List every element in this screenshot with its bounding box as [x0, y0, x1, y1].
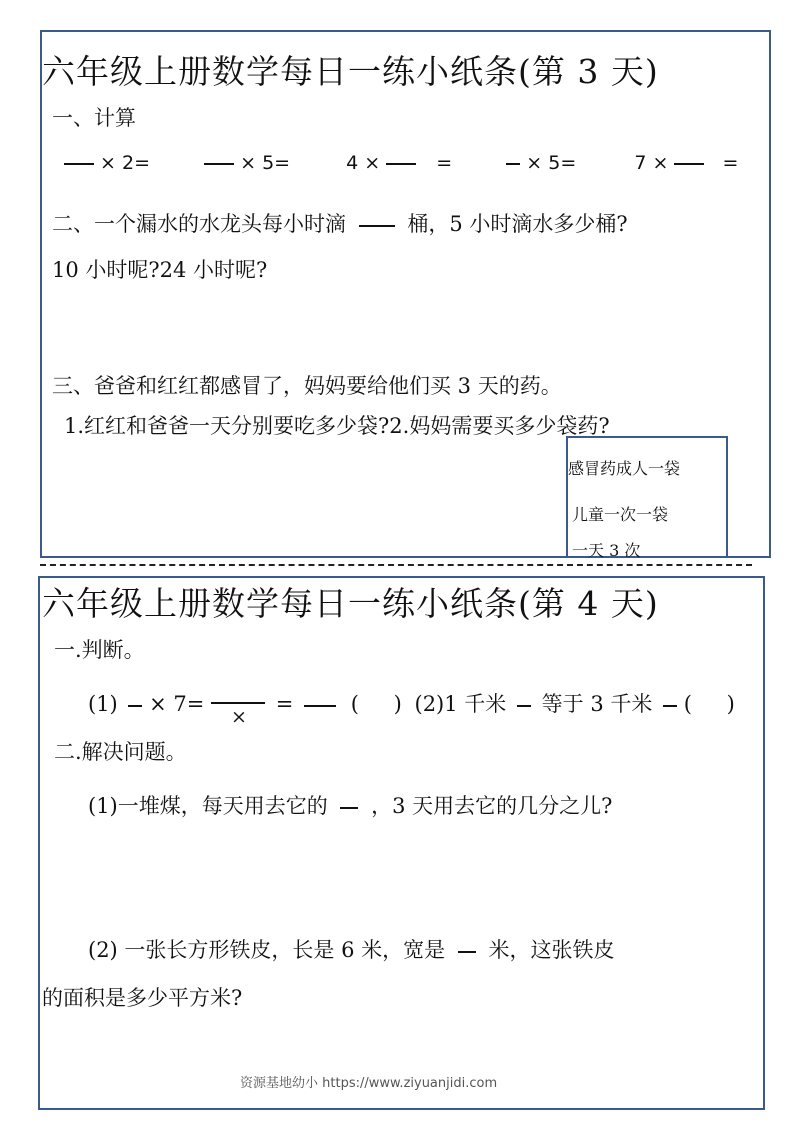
calc-item-6: 7 × — [634, 152, 669, 174]
medicine-line-1: 感冒药成人一袋 — [568, 459, 681, 478]
day3-s2-text-b: 桶，5 小时滴水多少桶? — [407, 212, 628, 236]
day4-card — [38, 576, 765, 1110]
fraction-bar — [674, 163, 704, 165]
problem1-text-a: (1)一堆煤，每天用去它的 — [88, 794, 328, 818]
day3-calc-row — [64, 152, 738, 174]
judge2-text-a: (2)1 千米 — [414, 692, 507, 716]
judge2-open-paren: ( — [683, 692, 692, 716]
problem2-text-b: 米，这张铁皮 — [488, 938, 615, 962]
day4-judge-row — [88, 688, 735, 728]
judge1-text: × 7= — [149, 692, 205, 716]
fraction-bar — [359, 225, 395, 227]
judge1-equals: = — [275, 692, 294, 716]
judge2-text-b: 等于 3 千米 — [541, 692, 653, 716]
fraction-bar — [128, 705, 142, 707]
judge1-number: (1) — [88, 692, 118, 716]
calc-item-3: 4 × — [346, 152, 381, 174]
fraction-bar — [506, 163, 520, 165]
day3-s2-text-a: 二、一个漏水的水龙头每小时滴 — [52, 212, 346, 236]
problem1-text-b: ，3 天用去它的几分之儿? — [371, 794, 613, 818]
judge1-open-paren: ( — [350, 692, 359, 716]
calc-item-7: = — [722, 152, 739, 174]
day4-section1-heading: 一.判断。 — [54, 638, 145, 662]
day4-section2-heading: 二.解决问题。 — [54, 740, 187, 764]
calc-item-2: × 5= — [240, 152, 291, 174]
fraction-bar — [663, 705, 677, 707]
day4-problem1 — [88, 790, 612, 820]
fraction-bar — [458, 951, 476, 953]
fraction-bar — [517, 705, 531, 707]
problem2-text-a: (2) 一张长方形铁皮，长是 6 米，宽是 — [88, 938, 446, 962]
day4-title: 六年级上册数学每日一练小纸条(第 4 天) — [42, 584, 659, 623]
cut-line — [40, 564, 752, 566]
judge1-fraction — [211, 696, 265, 728]
calc-item-1: × 2= — [100, 152, 151, 174]
day3-section3-line1: 三、爸爸和红红都感冒了，妈妈要给他们买 3 天的药。 — [52, 374, 562, 398]
day3-section3-line2: 1.红红和爸爸一天分别要吃多少袋?2.妈妈需要买多少袋药? — [64, 414, 610, 438]
fraction-bar — [386, 163, 416, 165]
day3-section1-heading: 一、计算 — [52, 106, 136, 130]
judge1-times: × — [231, 705, 247, 728]
fraction-bar — [340, 807, 358, 809]
fraction-bar — [211, 702, 265, 704]
medicine-line-2: 儿童一次一袋 — [572, 505, 669, 524]
day4-problem2-line1 — [88, 934, 615, 964]
day4-problem2-line2: 的面积是多少平方米? — [42, 986, 243, 1010]
fraction-bar — [64, 163, 94, 165]
calc-item-4: = — [436, 152, 453, 174]
medicine-line-3: 一天 3 次 — [572, 541, 641, 560]
judge1-close-paren: ) — [393, 692, 402, 716]
day3-title: 六年级上册数学每日一练小纸条(第 3 天) — [42, 52, 659, 91]
day3-section2-line2: 10 小时呢?24 小时呢? — [52, 258, 268, 282]
fraction-bar — [304, 705, 336, 707]
calc-item-5: × 5= — [526, 152, 577, 174]
judge2-close-paren: ) — [726, 692, 735, 716]
fraction-bar — [204, 163, 234, 165]
footer-watermark: 资源基地幼小 https://www.ziyuanjidi.com — [240, 1076, 498, 1091]
day3-section2-line1 — [52, 208, 628, 238]
